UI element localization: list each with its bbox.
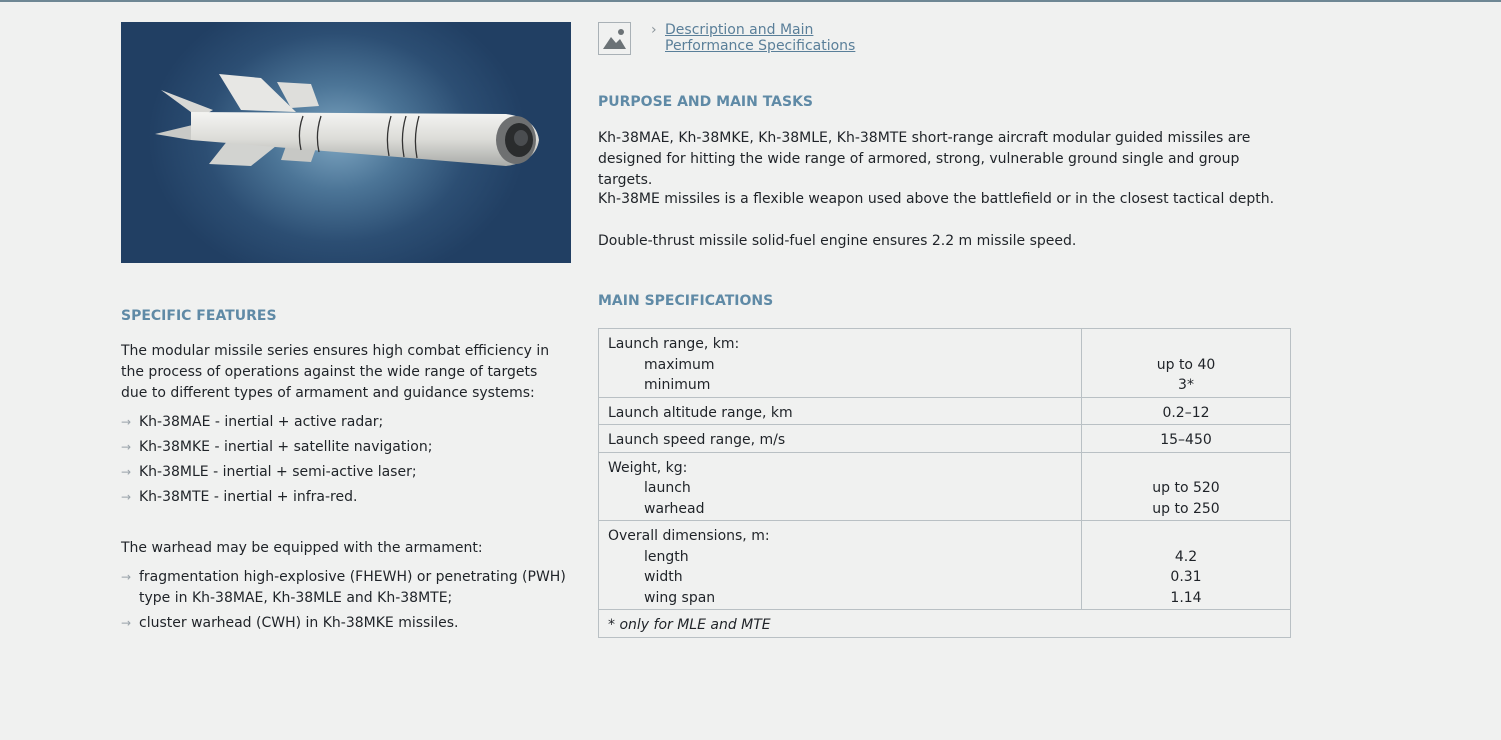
spec-sublabel: minimum (644, 377, 711, 393)
spec-value-cell (1082, 452, 1291, 521)
list-item: → Kh-38MTE - inertial + infra-red. (121, 487, 566, 508)
list-item: → Kh-38MKE - inertial + satellite navigation; (121, 437, 566, 458)
spec-label: Launch speed range, m/s (599, 425, 1082, 453)
table-row (599, 452, 1291, 521)
spec-sublabel: width (644, 569, 683, 585)
spec-sublabel: length (644, 548, 689, 565)
arrow-right-icon: → (121, 616, 132, 630)
spec-label-cell (599, 329, 1082, 398)
purpose-paragraph-1: Kh-38MAE, Kh-38MKE, Kh-38MLE, Kh-38MTE short-range aircraft modular guided missiles are designed for hitting the wide range of armored, strong, vulnerable ground single and group targets. (598, 130, 1251, 188)
table-row (599, 397, 1291, 425)
arrow-right-icon: → (121, 570, 132, 584)
spec-label: Launch altitude range, km (599, 397, 1082, 425)
arrow-right-icon: → (121, 415, 132, 429)
purpose-heading: PURPOSE AND MAIN TASKS (598, 94, 814, 110)
spec-label: Overall dimensions, m: (608, 528, 770, 544)
table-row (599, 610, 1291, 638)
spec-value-cell (1082, 521, 1291, 610)
features-intro: The modular missile series ensures high combat efficiency in the process of operations against the wide range of targets due to different types of armament and guidance systems: (121, 343, 550, 401)
arrow-right-icon: → (121, 465, 132, 479)
spec-sublabel: wing span (644, 589, 716, 606)
image-placeholder-icon[interactable] (598, 22, 631, 55)
warhead-intro: The warhead may be equipped with the armament: (121, 540, 483, 556)
specifications-table (598, 328, 1291, 638)
list-item: → cluster warhead (CWH) in Kh-38MKE missiles. (121, 613, 566, 634)
spec-value: 0.2–12 (1082, 397, 1291, 425)
spec-value: up to 520 (1152, 480, 1220, 496)
spec-value: 1.14 (1170, 589, 1202, 606)
warhead-list (121, 567, 566, 638)
spec-value: 3* (1178, 377, 1194, 393)
spec-value: 0.31 (1170, 569, 1202, 585)
spec-label: Launch range, km: (608, 336, 740, 352)
spec-sublabel: maximum (644, 356, 715, 373)
spec-label-cell (599, 452, 1082, 521)
spec-value: 15–450 (1082, 425, 1291, 453)
spec-value: up to 40 (1156, 356, 1216, 373)
table-row (599, 329, 1291, 398)
spec-label: Weight, kg: (608, 459, 688, 476)
top-rule (0, 0, 1501, 2)
spec-footnote: * only for MLE and MTE (599, 610, 1291, 638)
spec-value: 4.2 (1174, 548, 1198, 565)
spec-sublabel: warhead (644, 500, 705, 517)
spec-value-cell (1082, 329, 1291, 398)
list-item: → Kh-38MAE - inertial + active radar; (121, 412, 566, 433)
arrow-right-icon: → (121, 490, 132, 504)
missile-illustration (121, 22, 571, 263)
features-heading: SPECIFIC FEATURES (121, 308, 277, 324)
list-item: → fragmentation high-explosive (FHEWH) or penetrating (PWH) type in Kh-38MAE, Kh-38MLE and Kh-38MTE; (121, 569, 566, 606)
description-link[interactable]: Description and Main Performance Specifications (665, 22, 856, 54)
specs-heading: MAIN SPECIFICATIONS (598, 293, 774, 309)
table-row (599, 425, 1291, 453)
spec-label-cell (599, 521, 1082, 610)
spec-sublabel: launch (644, 480, 691, 496)
purpose-paragraph-3: Double-thrust missile solid-fuel engine ensures 2.2 m missile speed. (598, 233, 1077, 249)
chevron-right-icon: › (651, 22, 657, 38)
purpose-paragraph-2: Kh-38ME missiles is a flexible weapon used above the battlefield or in the closest tactical depth. (598, 191, 1275, 207)
missile-photo (121, 22, 571, 263)
guidance-list (121, 412, 566, 512)
table-row (599, 521, 1291, 610)
spec-value: up to 250 (1152, 500, 1220, 517)
arrow-right-icon: → (121, 440, 132, 454)
list-item: → Kh-38MLE - inertial + semi-active laser; (121, 462, 566, 483)
